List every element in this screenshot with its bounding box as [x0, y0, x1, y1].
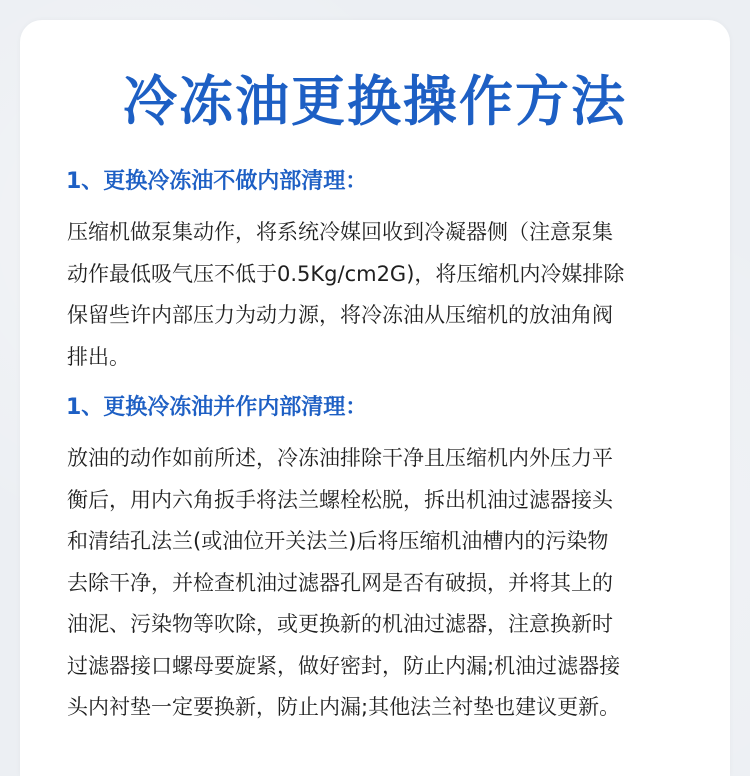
section-body-no-cleaning	[67, 212, 689, 378]
section-body-with-cleaning	[67, 438, 689, 729]
section-heading-no-cleaning: 1、更换冷冻油不做内部清理：	[66, 169, 368, 194]
section-heading-with-cleaning: 1、更换冷冻油并作内部清理：	[66, 395, 368, 420]
body-line: 放油的动作如前所述，冷冻油排除干净且压缩机内外压力平	[67, 446, 613, 470]
body-line: 动作最低吸气压不低于0.5Kg/cm2G)，将压缩机内冷媒排除	[67, 261, 625, 286]
body-line: 和清结孔法兰(或油位开关法兰)后将压缩机油槽内的污染物	[67, 529, 609, 553]
body-line: 去除干净，并检查机油过滤器孔网是否有破损，并将其上的	[67, 570, 613, 595]
body-line: 头内衬垫一定要换新，防止内漏;其他法兰衬垫也建议更新。	[67, 695, 621, 719]
body-line: 过滤器接口螺母要旋紧，做好密封，防止内漏;机油过滤器接	[67, 653, 621, 678]
body-line: 排出。	[67, 344, 130, 369]
body-line: 保留些许内部压力为动力源，将冷冻油从压缩机的放油角阀	[67, 303, 613, 327]
page-title: 冷冻油更换操作方法	[123, 70, 627, 133]
body-line: 油泥、污染物等吹除，或更换新的机油过滤器，注意换新时	[67, 612, 613, 636]
body-line: 衡后，用内六角扳手将法兰螺栓松脱，拆出机油过滤器接头	[67, 487, 613, 512]
body-line: 压缩机做泵集动作，将系统冷媒回收到冷凝器侧（注意泵集	[67, 220, 613, 244]
